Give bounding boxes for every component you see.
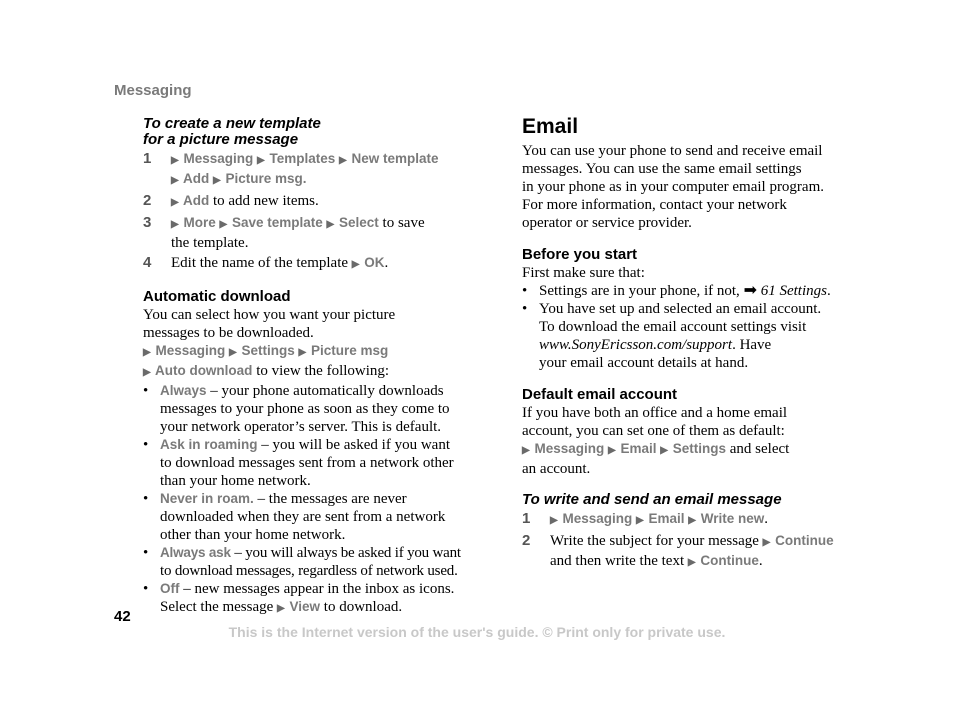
download-options-list bbox=[143, 382, 483, 618]
before-text: You have set up and selected an email account. bbox=[539, 301, 822, 317]
nav-add[interactable]: Add bbox=[182, 171, 210, 186]
email-intro-line: You can use your phone to send and receive email bbox=[522, 143, 823, 159]
list-item bbox=[522, 282, 862, 300]
bullet-icon: • bbox=[143, 437, 149, 453]
nav-arrow-icon: ▶ bbox=[143, 347, 151, 358]
email-intro-line: messages. You can use the same email settings bbox=[522, 161, 802, 177]
nav-continue[interactable]: Continue bbox=[700, 553, 759, 568]
nav-messaging[interactable]: Messaging bbox=[183, 151, 254, 166]
option-always[interactable]: Always bbox=[160, 383, 207, 398]
before-text: . Have bbox=[732, 337, 772, 353]
step-number: 1 bbox=[143, 150, 152, 167]
nav-save-template[interactable]: Save template bbox=[231, 215, 323, 230]
step-text: and then write the text bbox=[550, 553, 688, 569]
step-text: Write the subject for your message bbox=[550, 533, 763, 549]
nav-auto-download[interactable]: Auto download bbox=[154, 363, 253, 378]
nav-arrow-icon: ▶ bbox=[277, 603, 285, 614]
default-tail-line: an account. bbox=[522, 461, 591, 477]
write-step-2 bbox=[522, 532, 862, 572]
default-email-heading: Default email account bbox=[522, 386, 678, 403]
bullet-icon: • bbox=[143, 383, 149, 399]
nav-email[interactable]: Email bbox=[620, 441, 657, 456]
nav-messaging[interactable]: Messaging bbox=[534, 441, 605, 456]
before-text: your email account details at hand. bbox=[539, 355, 749, 371]
before-text: Settings are in your phone, if not, bbox=[539, 283, 744, 299]
auto-download-heading: Automatic download bbox=[143, 288, 291, 305]
auto-nav-tail: to view the following: bbox=[252, 363, 390, 379]
step-text: to save bbox=[378, 215, 425, 231]
email-intro-line: in your phone as in your computer email program. bbox=[522, 179, 825, 195]
nav-arrow-icon: ▶ bbox=[212, 175, 221, 186]
option-off[interactable]: Off bbox=[160, 581, 180, 596]
template-step-3 bbox=[143, 214, 483, 252]
nav-more[interactable]: More bbox=[183, 215, 216, 230]
list-item bbox=[143, 544, 483, 580]
nav-arrow-icon: ▶ bbox=[339, 155, 347, 166]
nav-arrow-icon: ▶ bbox=[298, 347, 307, 358]
nav-arrow-icon: ▶ bbox=[143, 367, 151, 378]
step-tail: . bbox=[758, 553, 763, 569]
before-list bbox=[522, 282, 862, 372]
nav-arrow-icon: ▶ bbox=[522, 445, 530, 456]
bullet-icon: • bbox=[522, 283, 528, 299]
email-heading: Email bbox=[522, 115, 579, 138]
option-text: to download messages, regardless of network used. bbox=[160, 563, 458, 579]
option-never-in-roam[interactable]: Never in roam. bbox=[160, 491, 254, 506]
nav-arrow-icon: ▶ bbox=[326, 219, 335, 230]
nav-picture-msg[interactable]: Picture msg bbox=[310, 343, 389, 358]
step-number: 2 bbox=[522, 532, 531, 549]
email-intro-line: operator or service provider. bbox=[522, 215, 692, 231]
option-text: to download messages sent from a network other bbox=[160, 455, 454, 471]
nav-arrow-icon: ▶ bbox=[171, 219, 179, 230]
option-text: – you will always be asked if you want bbox=[230, 545, 461, 561]
nav-arrow-icon: ▶ bbox=[687, 557, 696, 568]
default-tail: and select bbox=[726, 441, 790, 457]
step-number: 2 bbox=[143, 192, 152, 209]
bullet-icon: • bbox=[143, 545, 149, 561]
before-you-start-heading: Before you start bbox=[522, 246, 638, 263]
nav-arrow-icon: ▶ bbox=[171, 175, 179, 186]
step-text: to add new items. bbox=[209, 193, 319, 209]
template-heading-line2: for a picture message bbox=[143, 131, 299, 148]
option-text: other than your home network. bbox=[160, 527, 346, 543]
page-number: 42 bbox=[114, 608, 131, 625]
nav-write-new[interactable]: Write new bbox=[700, 511, 765, 526]
template-step-2 bbox=[143, 192, 483, 212]
nav-messaging[interactable]: Messaging bbox=[155, 343, 226, 358]
nav-email[interactable]: Email bbox=[648, 511, 685, 526]
template-heading-line1: To create a new template bbox=[143, 115, 321, 132]
before-tail: . bbox=[826, 283, 831, 299]
auto-nav-line1 bbox=[143, 342, 483, 362]
nav-templates[interactable]: Templates bbox=[269, 151, 336, 166]
option-text: than your home network. bbox=[160, 473, 311, 489]
nav-messaging[interactable]: Messaging bbox=[562, 511, 633, 526]
option-text: – your phone automatically downloads bbox=[206, 383, 444, 399]
nav-arrow-icon: ▶ bbox=[550, 515, 558, 526]
option-text: – the messages are never bbox=[253, 491, 407, 507]
auto-intro-line1: You can select how you want your picture bbox=[143, 307, 396, 323]
option-ask-in-roaming[interactable]: Ask in roaming bbox=[160, 437, 258, 452]
option-text: messages to your phone as soon as they come to bbox=[160, 401, 450, 417]
reference-arrow-icon: ➡ bbox=[743, 282, 757, 299]
option-text: Select the message bbox=[160, 599, 278, 615]
list-item bbox=[143, 580, 483, 618]
step-number: 1 bbox=[522, 510, 531, 527]
footer-notice: This is the Internet version of the user's guide. © Print only for private use. bbox=[228, 624, 726, 640]
auto-intro-line2: messages to be downloaded. bbox=[143, 325, 314, 341]
step-number: 3 bbox=[143, 214, 152, 231]
section-label: Messaging bbox=[114, 82, 192, 99]
nav-select[interactable]: Select bbox=[339, 215, 379, 230]
step-tail: . bbox=[764, 511, 769, 527]
write-step-1 bbox=[522, 510, 862, 530]
left-column bbox=[143, 116, 483, 618]
nav-arrow-icon: ▶ bbox=[688, 515, 696, 526]
option-text: downloaded when they are sent from a network bbox=[160, 509, 446, 525]
option-text: to download. bbox=[320, 599, 403, 615]
list-item bbox=[143, 490, 483, 544]
nav-picture-msg[interactable]: Picture msg. bbox=[225, 171, 307, 186]
nav-arrow-icon: ▶ bbox=[257, 155, 265, 166]
nav-arrow-icon: ▶ bbox=[762, 537, 771, 548]
right-column bbox=[522, 116, 862, 572]
step-text: the template. bbox=[171, 235, 249, 251]
email-intro-line: For more information, contact your network bbox=[522, 197, 787, 213]
auto-nav-line2 bbox=[143, 362, 483, 382]
settings-page-reference[interactable]: 61 Settings bbox=[760, 283, 827, 299]
default-text-line2: account, you can set one of them as default: bbox=[522, 423, 785, 439]
nav-arrow-icon: ▶ bbox=[219, 219, 228, 230]
list-item bbox=[522, 300, 862, 372]
nav-settings[interactable]: Settings bbox=[672, 441, 727, 456]
option-text: – you will be asked if you want bbox=[257, 437, 450, 453]
bullet-icon: • bbox=[143, 581, 149, 597]
before-intro: First make sure that: bbox=[522, 265, 645, 281]
step-number: 4 bbox=[143, 254, 152, 271]
nav-new-template[interactable]: New template bbox=[351, 151, 439, 166]
bullet-icon: • bbox=[522, 301, 528, 317]
nav-arrow-icon: ▶ bbox=[608, 445, 616, 456]
write-email-heading: To write and send an email message bbox=[522, 491, 782, 508]
nav-settings[interactable]: Settings bbox=[241, 343, 295, 358]
default-nav-line bbox=[522, 440, 862, 460]
option-text: your network operator’s server. This is default. bbox=[160, 419, 442, 435]
nav-view[interactable]: View bbox=[289, 599, 321, 614]
option-always-ask[interactable]: Always ask bbox=[160, 545, 231, 560]
nav-arrow-icon: ▶ bbox=[351, 259, 360, 270]
before-text: To download the email account settings visit bbox=[539, 319, 807, 335]
list-item bbox=[143, 436, 483, 490]
nav-arrow-icon: ▶ bbox=[636, 515, 644, 526]
nav-arrow-icon: ▶ bbox=[171, 155, 179, 166]
option-text: – new messages appear in the inbox as icons. bbox=[179, 581, 455, 597]
template-step-4 bbox=[143, 254, 483, 274]
nav-arrow-icon: ▶ bbox=[171, 197, 179, 208]
step-tail: . bbox=[384, 255, 389, 271]
list-item bbox=[143, 382, 483, 436]
template-step-1 bbox=[143, 150, 483, 190]
step-text: Edit the name of the template bbox=[171, 255, 352, 271]
default-text-line1: If you have both an office and a home email bbox=[522, 405, 788, 421]
support-url-link[interactable]: www.SonyEricsson.com/support bbox=[539, 337, 733, 353]
bullet-icon: • bbox=[143, 491, 149, 507]
nav-arrow-icon: ▶ bbox=[229, 347, 237, 358]
nav-continue[interactable]: Continue bbox=[775, 533, 834, 548]
nav-arrow-icon: ▶ bbox=[660, 445, 668, 456]
nav-add[interactable]: Add bbox=[182, 193, 210, 208]
nav-ok[interactable]: OK bbox=[364, 255, 385, 270]
